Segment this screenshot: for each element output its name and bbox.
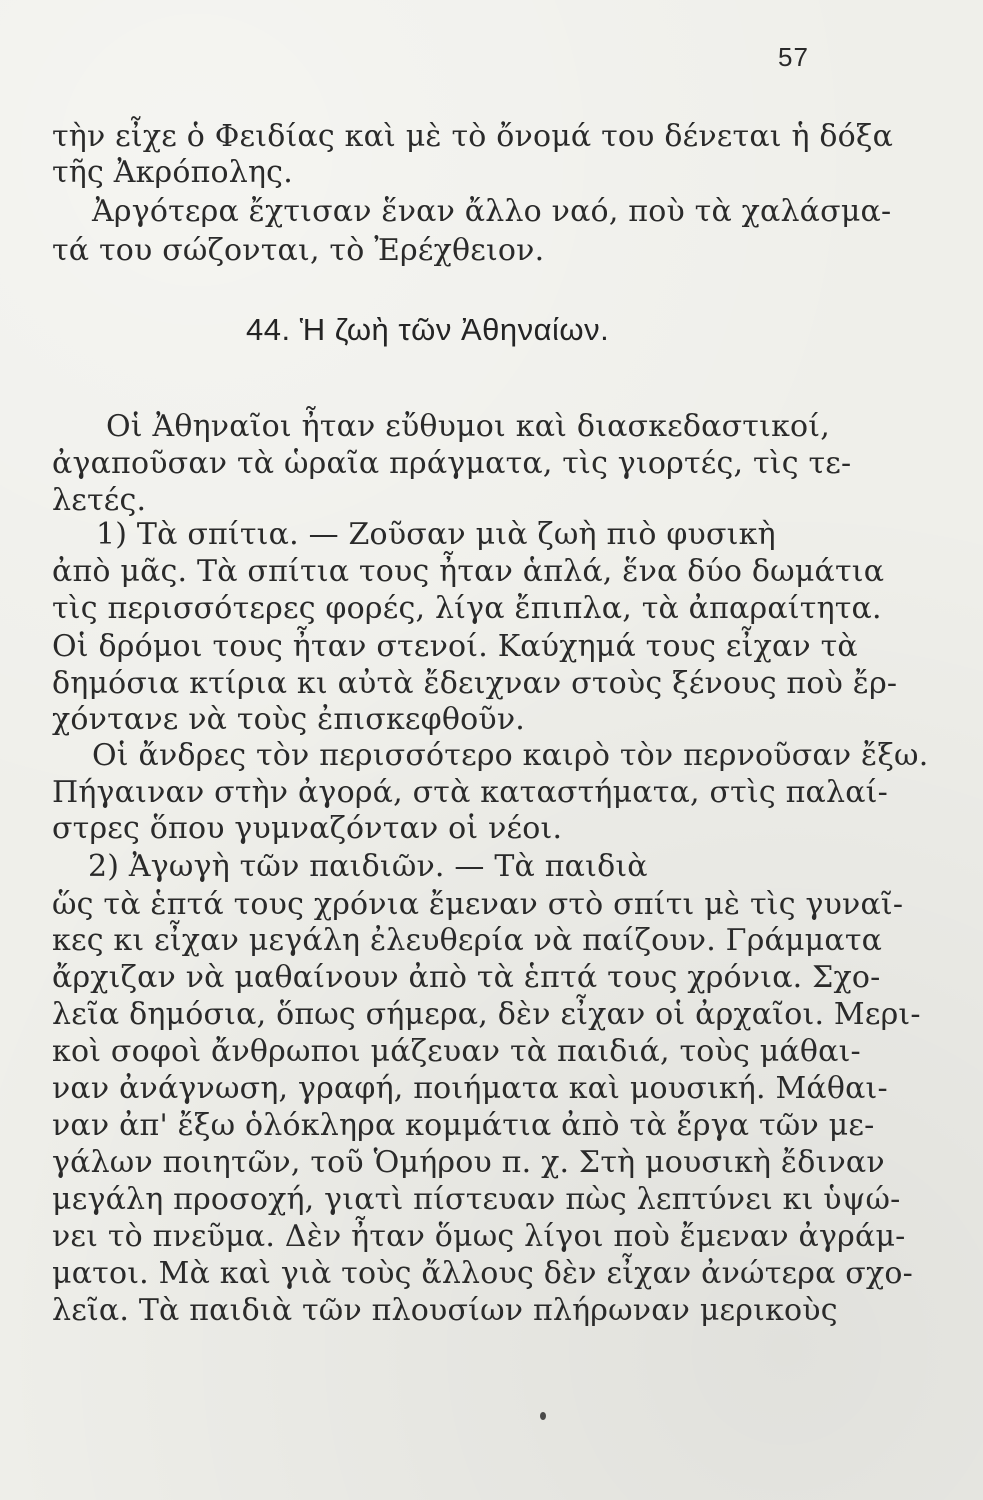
text-line: στρες ὅπου γυμναζόνταν οἱ νέοι. <box>52 811 563 846</box>
text-line: Οἱ Ἀθηναῖοι ἦταν εὔθυμοι καὶ διασκεδαστικοί, <box>106 409 830 444</box>
text-line: Ἀργότερα ἔχτισαν ἕναν ἄλλο ναό, ποὺ τὰ χαλάσμα- <box>92 194 892 229</box>
text-line: λεῖα δημόσια, ὅπως σήμερα, δὲν εἶχαν οἱ ἀρχαῖοι. Μερι- <box>52 997 921 1032</box>
text-line: τὴν εἶχε ὁ Φειδίας καὶ μὲ τὸ ὄνομά του δένεται ἡ δόξα <box>52 119 894 154</box>
text-line: ὥς τὰ ἑπτά τους χρόνια ἔμεναν στὸ σπίτι μὲ τὶς γυναῖ- <box>52 887 904 922</box>
text-line: 2) Ἀγωγὴ τῶν παιδιῶν. — Τὰ παιδιὰ <box>88 849 648 884</box>
text-line: λετές. <box>52 483 147 518</box>
section-heading: 44. Ἡ ζωὴ τῶν Ἀθηναίων. <box>246 312 610 347</box>
text-line: νει τὸ πνεῦμα. Δὲν ἦταν ὅμως λίγοι ποὺ ἔμεναν ἀγράμ- <box>52 1219 906 1254</box>
text-line: μεγάλη προσοχή, γιατὶ πίστευαν πὼς λεπτύνει κι ὑψώ- <box>52 1182 901 1217</box>
text-line: ἄρχιζαν νὰ μαθαίνουν ἀπὸ τὰ ἑπτά τους χρόνια. Σχο- <box>52 960 881 995</box>
text-line: τά του σώζονται, τὸ Ἐρέχθειον. <box>52 233 545 268</box>
text-line: κοὶ σοφοὶ ἄνθρωποι μάζευαν τὰ παιδιά, τοὺς μάθαι- <box>52 1034 861 1069</box>
text-line: λεῖα. Τὰ παιδιὰ τῶν πλουσίων πλήρωναν μερικοὺς <box>52 1293 838 1328</box>
text-line: Πήγαιναν στὴν ἀγορά, στὰ καταστήματα, στὶς παλαί- <box>52 775 888 810</box>
text-line: ναν ἀνάγνωση, γραφή, ποιήματα καὶ μουσική. Μάθαι- <box>52 1071 888 1106</box>
text-line: ματοι. Μὰ καὶ γιὰ τοὺς ἄλλους δὲν εἶχαν ἀνώτερα σχο- <box>52 1256 913 1291</box>
text-line: τὶς περισσότερες φορές, λίγα ἔπιπλα, τὰ ἀπαραίτητα. <box>52 591 882 626</box>
text-line: κες κι εἶχαν μεγάλη ἐλευθερία νὰ παίζουν. Γράμματα <box>52 923 883 958</box>
text-line: τῆς Ἀκρόπολης. <box>52 155 293 190</box>
text-line: γάλων ποιητῶν, τοῦ Ὁμήρου π. χ. Στὴ μουσικὴ ἔδιναν <box>52 1145 885 1180</box>
text-line: Οἱ ἄνδρες τὸν περισσότερο καιρὸ τὸν περνοῦσαν ἔξω. <box>92 738 929 773</box>
text-line: ναν ἀπ' ἔξω ὁλόκληρα κομμάτια ἀπὸ τὰ ἔργα τῶν με- <box>52 1108 875 1143</box>
text-line: Οἱ δρόμοι τους ἦταν στενοί. Καύχημά τους εἶχαν τὰ <box>52 629 858 664</box>
text-line: χόντανε νὰ τοὺς ἐπισκεφθοῦν. <box>52 702 526 737</box>
text-line: ἀγαποῦσαν τὰ ὡραῖα πράγματα, τὶς γιορτές, τὶς τε- <box>52 446 852 481</box>
ink-speck <box>540 1412 546 1420</box>
text-line: ἀπὸ μᾶς. Τὰ σπίτια τους ἦταν ἁπλά, ἕνα δύο δωμάτια <box>52 554 885 589</box>
page-number: 57 <box>778 42 809 72</box>
text-line: 1) Τὰ σπίτια. — Ζοῦσαν μιὰ ζωὴ πιὸ φυσικὴ <box>96 517 776 552</box>
text-line: δημόσια κτίρια κι αὐτὰ ἔδειχναν στοὺς ξένους ποὺ ἔρ- <box>52 666 898 701</box>
